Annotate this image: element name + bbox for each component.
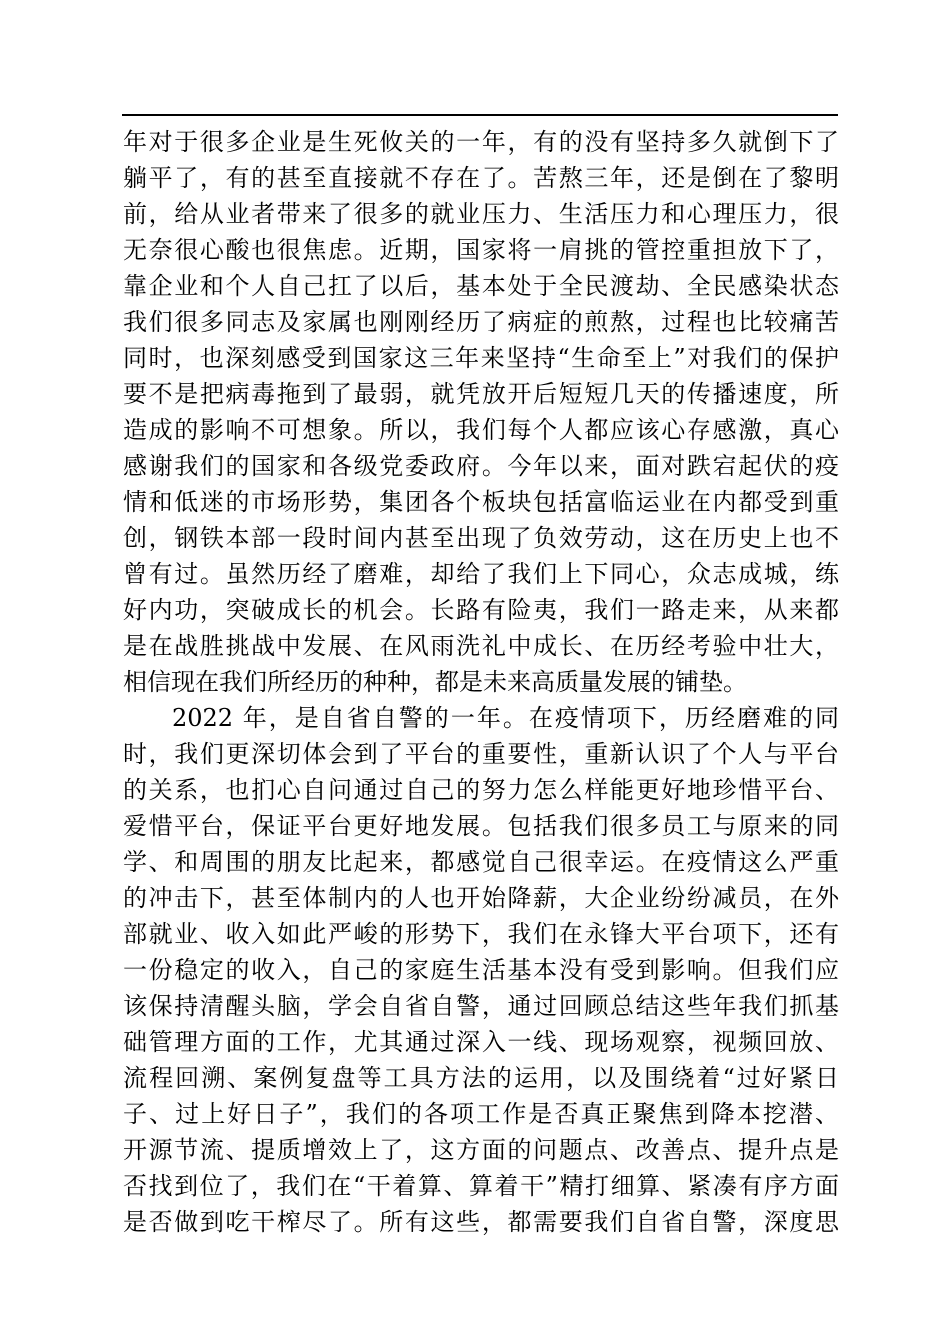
paragraph-start-line: 2022 年，是自省自警的一年。在疫情项下，历经磨难的同 — [172, 704, 839, 732]
text-line: 感谢我们的国家和各级党委政府。今年以来，面对跌宕起伏的疫 — [123, 452, 839, 480]
text-line: 情和低迷的市场形势，集团各个板块包括富临运业在内都受到重 — [123, 488, 839, 516]
text-line: 的关系，也扪心自问通过自己的努力怎么样能更好地珍惜平台、 — [123, 776, 839, 804]
text-line: 础管理方面的工作，尤其通过深入一线、现场观察，视频回放、 — [123, 1028, 839, 1056]
text-line: 否找到位了，我们在“干着算、算着干”精打细算、紧凑有序方面 — [123, 1172, 839, 1200]
text-line: 前，给从业者带来了很多的就业压力、生活压力和心理压力，很 — [123, 200, 839, 228]
text-line: 要不是把病毒拖到了最弱，就凭放开后短短几天的传播速度，所 — [123, 380, 839, 408]
text-line: 学、和周围的朋友比起来，都感觉自己很幸运。在疫情这么严重 — [123, 848, 839, 876]
text-line: 躺平了，有的甚至直接就不存在了。苦熬三年，还是倒在了黎明 — [123, 164, 839, 192]
paragraph-end-line: 相信现在我们所经历的种种，都是未来高质量发展的铺垫。 — [123, 668, 747, 696]
text-line: 好内功，突破成长的机会。长路有险夷，我们一路走来，从来都 — [123, 596, 839, 624]
text-line: 爱惜平台，保证平台更好地发展。包括我们很多员工与原来的同 — [123, 812, 839, 840]
document-body — [123, 124, 839, 1240]
text-line: 我们很多同志及家属也刚刚经历了病症的煎熬，过程也比较痛苦 — [123, 308, 839, 336]
text-line: 无奈很心酸也很焦虑。近期，国家将一肩挑的管控重担放下了， — [123, 236, 839, 264]
text-line: 该保持清醒头脑，学会自省自警，通过回顾总结这些年我们抓基 — [123, 992, 839, 1020]
text-line: 是在战胜挑战中发展、在风雨洗礼中成长、在历经考验中壮大， — [123, 632, 839, 660]
text-line: 曾有过。虽然历经了磨难，却给了我们上下同心，众志成城，练 — [123, 560, 839, 588]
text-line: 时，我们更深切体会到了平台的重要性，重新认识了个人与平台 — [123, 740, 839, 768]
text-line: 开源节流、提质增效上了，这方面的问题点、改善点、提升点是 — [123, 1136, 839, 1164]
text-line: 是否做到吃干榨尽了。所有这些，都需要我们自省自警，深度思 — [123, 1208, 839, 1236]
text-line: 创，钢铁本部一段时间内甚至出现了负效劳动，这在历史上也不 — [123, 524, 839, 552]
text-line: 子、过上好日子”，我们的各项工作是否真正聚焦到降本挖潜、 — [123, 1100, 839, 1128]
header-rule — [122, 114, 838, 116]
text-line: 年对于很多企业是生死攸关的一年，有的没有坚持多久就倒下了 — [123, 128, 839, 156]
text-line: 流程回溯、案例复盘等工具方法的运用，以及围绕着“过好紧日 — [123, 1064, 839, 1092]
text-line: 部就业、收入如此严峻的形势下，我们在永锋大平台项下，还有 — [123, 920, 839, 948]
text-line: 一份稳定的收入，自己的家庭生活基本没有受到影响。但我们应 — [123, 956, 839, 984]
text-line: 靠企业和个人自己扛了以后，基本处于全民渡劫、全民感染状态 — [123, 272, 839, 300]
text-line: 造成的影响不可想象。所以，我们每个人都应该心存感激，真心 — [123, 416, 839, 444]
text-line: 同时，也深刻感受到国家这三年来坚持“生命至上”对我们的保护 — [123, 344, 839, 372]
text-line: 的冲击下，甚至体制内的人也开始降薪，大企业纷纷减员，在外 — [123, 884, 839, 912]
